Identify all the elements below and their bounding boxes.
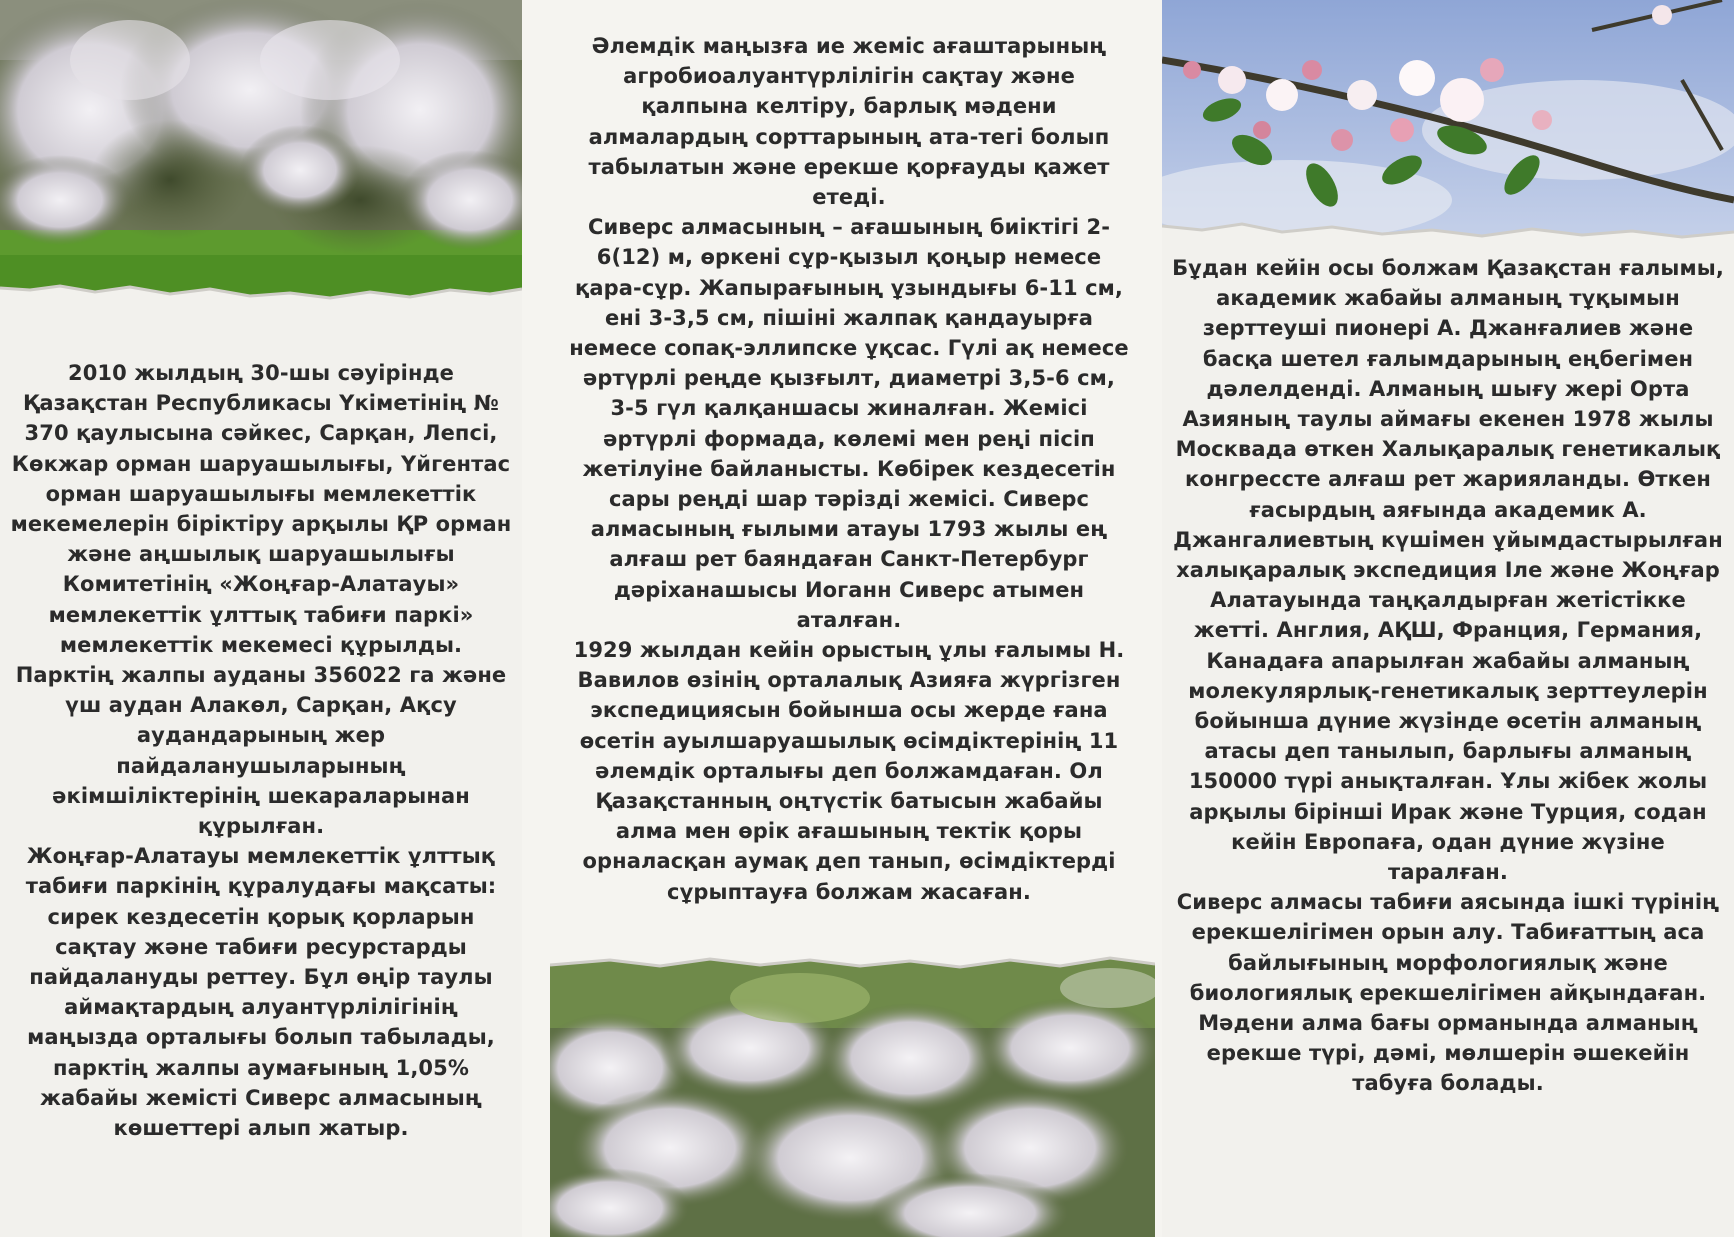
left-torn-edge	[0, 268, 522, 328]
right-column-text: Бұдан кейін осы болжам Қазақстан ғалымы, академик жабайы алманың тұқымын зерттеуші пионері А. Джанғалиев және басқа шетел ғалымдарының еңбегімен дәлелденді. Алманың шығу жері Орта Азияның таулы аймағы екенен 1978 жылы Москвада өткен Халықаралық генетикалық конгрессте алғаш рет жарияланды. Өткен ғасырдың аяғында академик А. Джангалиевтың күшімен ұйымдастырылған халықаралық экспедиция Іле және Жоңғар Алатауында таңқалдырған жетістікке жетті. Англия, АҚШ, Франция, Германия, Канадаға апарылған жабайы алманың молекулярлық-генетикалық зерттеулерін бойынша дүние жүзінде өсетін алманың атасы деп танылып, барлығы алманың 150000 түрі анықталған. Ұлы жібек жолы арқылы бірінші Ирак және Турция, содан кейін Европаға, одан дүние жүзіне таралған. Сиверс алмасы табиғи аясында ішкі түрінің ерекшелігімен орын алу. Табиғаттың аса байлығының морфологиялық және биологиялық ерекшелігімен айқындаған. Мәдени алма бағы орманында алманың ерекше түрі, дәмі, мөлшерін әшекейін табуға болады.	[1172, 256, 1724, 1096]
middle-torn-edge	[550, 948, 1155, 984]
middle-column-text: Әлемдік маңызға ие жеміс ағаштарының агробиоалуантүрлілігін сақтау және қалпына келтіру, барлық мәдени алмалардың сорттарының ата-тегі болып табылатын және ерекше қорғауды қажет етеді. Сиверс алмасының – ағашының биіктігі 2-6(12) м, өркені сұр-қызыл қоңыр немесе қара-сұр. Жапырағының ұзындығы 6-11 см, ені 3-3,5 см, пішіні жалпақ қандауырға немесе сопақ-эллипске ұқсас. Гүлі ақ немесе әртүрлі реңде қызғылт, диаметрі 3,5-6 см, 3-5 гүл қалқаншасы жиналған. Жемісі әртүрлі формада, көлемі мен реңі пісіп жетілуіне байланысты. Көбірек кездесетін сары реңді шар тәрізді жемісі. Сиверс алмасының ғылыми атауы 1793 жылы ең алғаш рет баяндаған Санкт-Петербург дәріханашысы Иоганн Сиверс атымен аталған. 1929 жылдан кейін орыстың ұлы ғалымы Н. Вавилов өзінің орталалық Азияға жүргізген экспедициясын бойынша осы жерде ғана өсетін ауылшаруашылық өсімдіктерінің 11 әлемдік орталығы деп болжамдаған. Ол Қазақстанның оңтүстік батысын жабайы алма мен өрік ағашының тектік қоры орналасқан аумақ деп танып, өсімдіктерді сұрыптауға болжам жасаған.	[569, 34, 1129, 904]
left-column-text: 2010 жылдың 30-шы сәуірінде Қазақстан Республикасы Үкіметінің № 370 қаулысына сәйкес, Сарқан, Лепсі, Көкжар орман шаруашылығы, Үйгентас орман шаруашылығы мемлекеттік мекемелерін біріктіру арқылы ҚР орман және аңшылық шаруашылығы Комитетінің «Жоңғар-Алатауы» мемлекеттік ұлттық табиғи паркі» мемлекеттік мекемесі құрылды. Парктің жалпы ауданы 356022 га және үш аудан Алакөл, Сарқан, Ақсу аудандарының жер пайдаланушыларының әкімшіліктерінің шекараларынан құрылған. Жоңғар-Алатауы мемлекеттік ұлттық табиғи паркінің құралудағы мақсаты: сирек кездесетін қорық қорларын сақтау және табиғи ресурстарды пайдалануды реттеу. Бұл өңір таулы аймақтардың алуантүрлілігінің маңызда орталығы болып табылады, парктің жалпы аумағының 1,05% жабайы жемісті Сиверс алмасының көшеттері алып жатыр.	[10, 361, 512, 1141]
middle-bottom-photo	[550, 958, 1155, 1237]
